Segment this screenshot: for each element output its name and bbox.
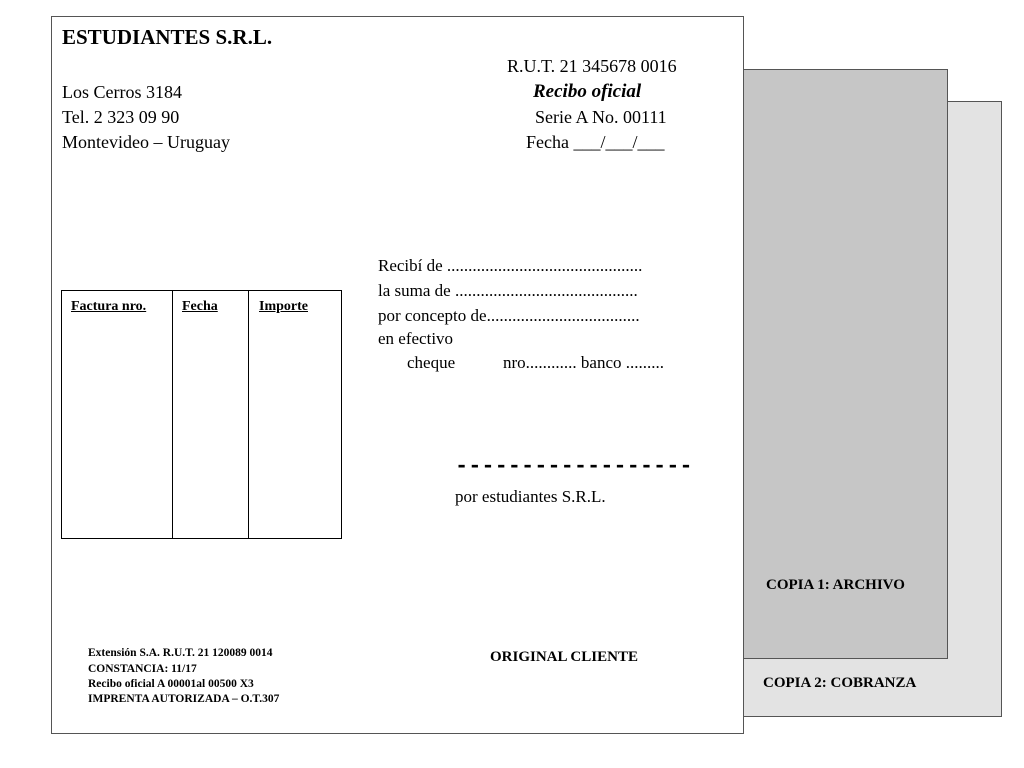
original-receipt (51, 16, 744, 734)
cheque-option: cheque (407, 353, 456, 372)
company-phone: Tel. 2 323 09 90 (62, 107, 180, 127)
table-column-fecha (172, 291, 249, 538)
company-name: ESTUDIANTES S.R.L. (62, 25, 273, 49)
table-header-importe: Importe (259, 299, 308, 314)
table-header-fecha: Fecha (182, 299, 218, 314)
company-city: Montevideo – Uruguay (62, 132, 230, 152)
signature-line: ------------------ (455, 454, 693, 479)
company-address: Los Cerros 3184 (62, 82, 182, 102)
cheque-nro-banco: nro............ banco ......... (503, 353, 665, 372)
table-header-factura: Factura nro. (71, 299, 147, 314)
footer-line: IMPRENTA AUTORIZADA – O.T.307 (88, 693, 280, 705)
receipt-date: Fecha ___/___/___ (526, 132, 665, 152)
receipt-title: Recibo oficial (533, 81, 642, 102)
receipt-serie: Serie A No. 00111 (535, 107, 667, 127)
suma-field: la suma de ........................................... (378, 281, 638, 300)
table-column-factura (62, 291, 173, 538)
footer-line: CONSTANCIA: 11/17 (88, 663, 197, 675)
signature-label: por estudiantes S.R.L. (455, 487, 606, 506)
recibi-de-field (378, 256, 642, 276)
invoice-table (61, 290, 342, 539)
copy1-label: COPIA 1: ARCHIVO (766, 577, 905, 593)
copy2-label: COPIA 2: COBRANZA (763, 675, 917, 691)
efectivo-option: en efectivo (378, 329, 454, 348)
footer-line: Extensión S.A. R.U.T. 21 120089 0014 (88, 647, 273, 659)
footer-line: Recibo oficial A 00001al 00500 X3 (88, 678, 254, 690)
company-rut: R.U.T. 21 345678 0016 (507, 56, 677, 76)
recibi-de-text: Recibí de .............................................. (378, 256, 643, 275)
original-label: ORIGINAL CLIENTE (490, 649, 638, 665)
concepto-field: por concepto de.................................... (378, 306, 640, 325)
